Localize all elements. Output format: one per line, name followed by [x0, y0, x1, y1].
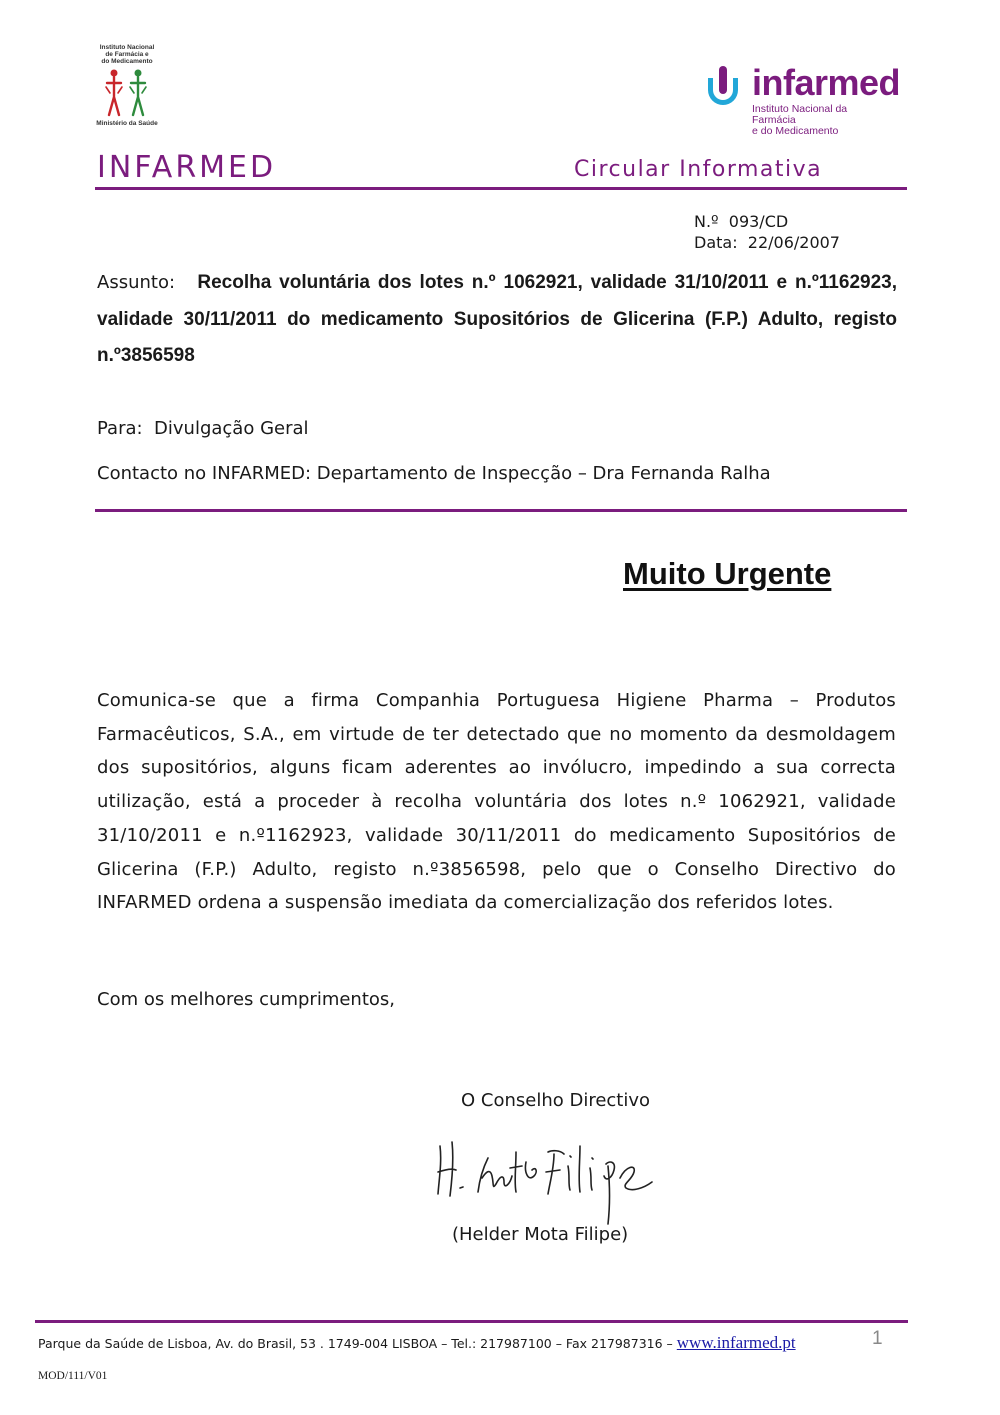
ministry-label: Ministério da Saúde — [96, 120, 158, 127]
infarmed-subtitle-line-2: e do Medicamento — [752, 125, 839, 137]
reference-date — [694, 233, 840, 254]
infarmed-drop-icon — [700, 64, 746, 110]
recipients-value: Divulgação Geral — [154, 418, 309, 439]
signatory-name: (Helder Mota Filipe) — [452, 1224, 629, 1245]
footer-address — [38, 1333, 796, 1353]
recipients-label: Para: — [97, 418, 143, 439]
brand-title: INFARMED — [97, 150, 277, 185]
urgency-heading: Muito Urgente — [623, 556, 832, 591]
contact-line — [97, 463, 771, 484]
body-paragraph: Comunica-se que a firma Companhia Portuguesa Higiene Pharma – Produtos Farmacêuticos, S.A., em virtude de ter detectado que no momento da desmoldagem dos supositórios, alguns ficam aderentes ao invólucro, impedindo a sua correcta utilização, está a proceder à recolha voluntária dos lotes n.º 1062921, validade 31/10/2011 e n.º1162923, validade 30/11/2011 do medicamento Supositórios de Glicerina (F.P.) Adulto, registo n.º3856598, pelo que o Conselho Directivo do INFARMED ordena a suspensão imediata da comercialização dos referidos lotes. — [97, 690, 896, 914]
reference-number-value: 093/CD — [728, 212, 789, 231]
reference-number-label: N.º — [694, 212, 719, 231]
logo-line-1: Instituto Nacional — [99, 44, 155, 51]
section-divider — [95, 509, 907, 512]
form-code: MOD/111/V01 — [38, 1370, 108, 1382]
infarmed-subtitle-line-1: Instituto Nacional da Farmácia — [752, 103, 848, 126]
page-number: 1 — [872, 1328, 883, 1349]
institute-logo — [92, 44, 162, 136]
infarmed-logo — [700, 62, 901, 137]
reference-block — [694, 212, 840, 253]
closing-line: Com os melhores cumprimentos, — [97, 989, 396, 1010]
subject-block — [97, 265, 897, 375]
subject-label: Assunto: — [97, 272, 176, 293]
header-divider — [95, 187, 907, 190]
reference-date-value: 22/06/2007 — [747, 232, 840, 252]
reference-number — [694, 212, 840, 233]
subject-text: Recolha voluntária dos lotes n.º 1062921, validade 31/10/2011 e n.º1162923, validade 30/11/2011 do medicamento Supositórios de Glicerina (F.P.) Adulto, registo n.º3856598 — [97, 272, 897, 366]
human-figures-icon — [102, 67, 152, 119]
website-link[interactable]: www.infarmed.pt — [676, 1333, 796, 1352]
infarmed-subtitle — [752, 104, 890, 137]
infarmed-wordmark: infarmed — [752, 62, 901, 103]
contact-label: Contacto no INFARMED: — [97, 463, 312, 484]
contact-value: Departamento de Inspecção – Dra Fernanda Ralha — [316, 463, 771, 484]
footer-address-text: Parque da Saúde de Lisboa, Av. do Brasil, 53 . 1749-004 LISBOA – Tel.: 217987100 – Fax 217987316 – — [38, 1336, 673, 1351]
recipients-line — [97, 418, 309, 439]
signatory-title: O Conselho Directivo — [461, 1090, 651, 1111]
document-type: Circular Informativa — [574, 157, 823, 182]
handwritten-signature — [430, 1132, 670, 1228]
logo-line-3: do Medicamento — [101, 58, 153, 65]
reference-date-label: Data: — [694, 232, 738, 252]
footer-divider — [35, 1320, 908, 1323]
logo-line-2: de Farmácia e — [105, 51, 149, 58]
